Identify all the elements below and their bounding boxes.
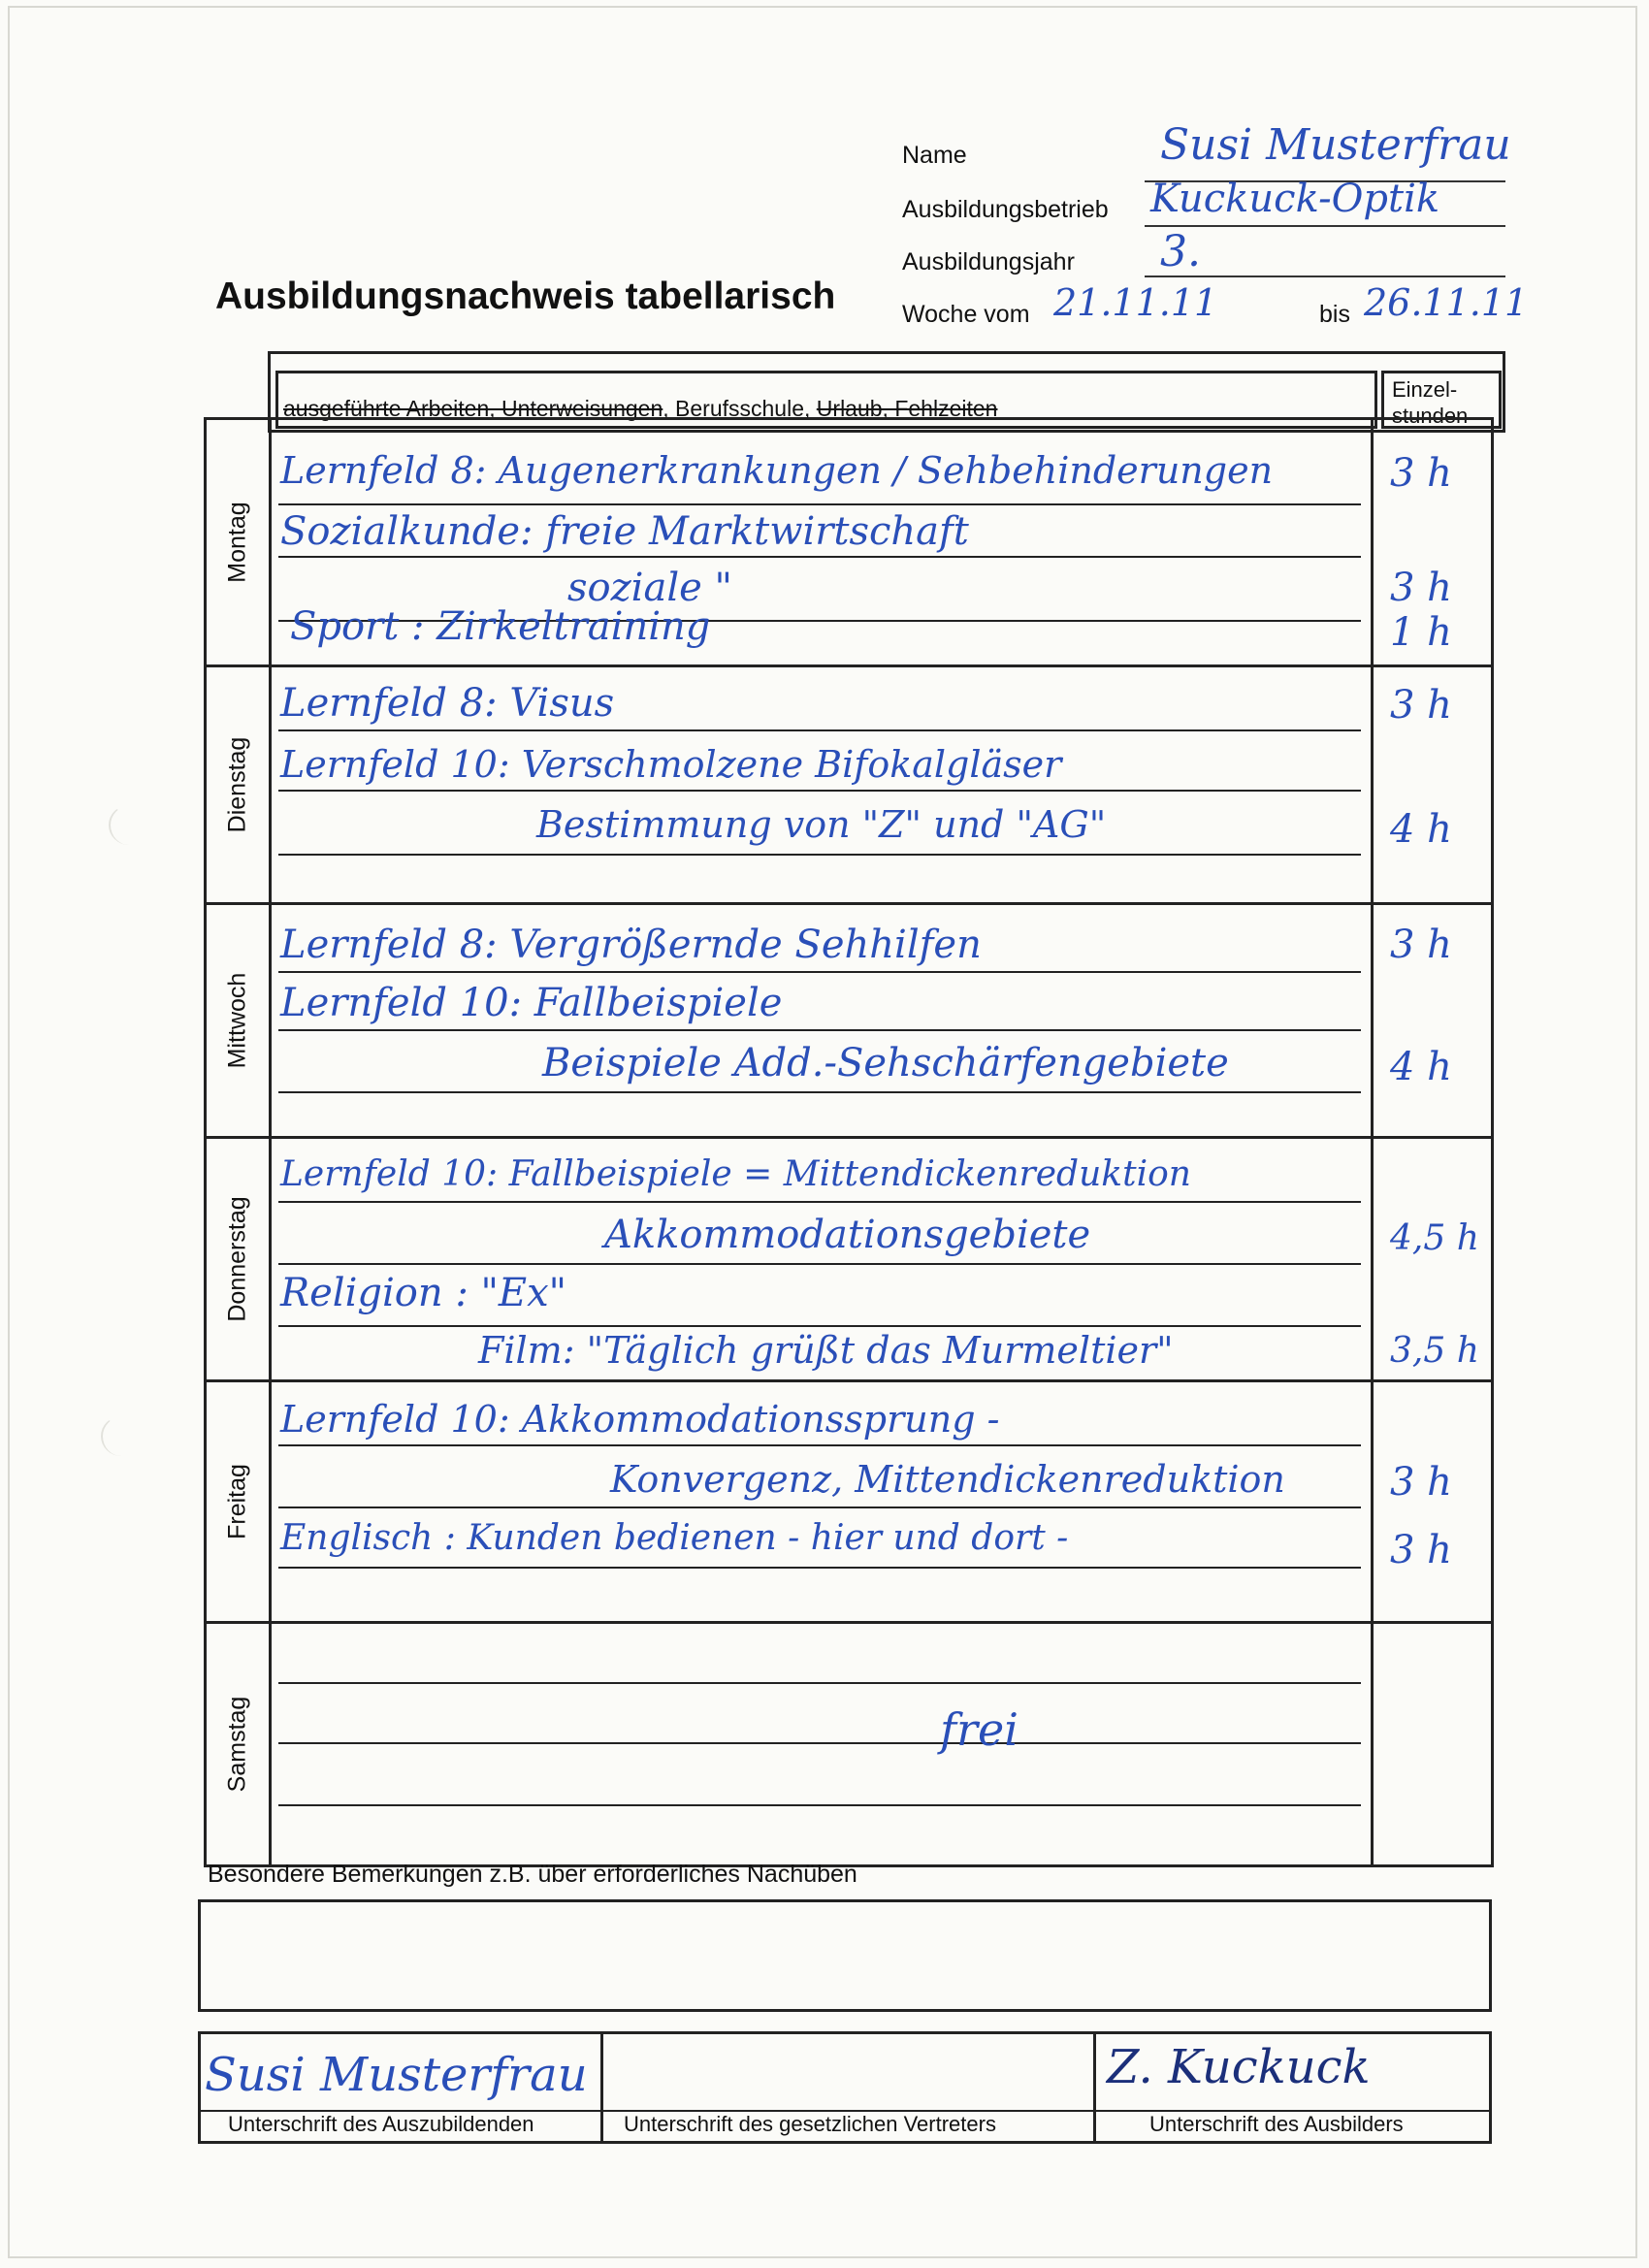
year-label: Ausbildungsjahr — [902, 248, 1075, 275]
day-label-montag: Montag — [223, 502, 251, 583]
day-row-samstag — [204, 1621, 1494, 1867]
hours-divider — [1371, 667, 1374, 902]
day-label-cell — [207, 667, 272, 902]
hours-divider — [1371, 1624, 1374, 1864]
entry-line[interactable]: Film: "Täglich grüßt das Murmeltier" — [478, 1329, 1174, 1372]
week-from-label: Woche vom — [902, 301, 1030, 328]
entry-line[interactable]: Beispiele Add.-Sehschärfengebiete — [542, 1041, 1229, 1085]
day-label-samstag: Samstag — [223, 1696, 251, 1793]
company-label: Ausbildungsbetrieb — [902, 196, 1109, 223]
writing-line — [278, 1091, 1361, 1093]
entry-line[interactable]: Religion : "Ex" — [280, 1271, 567, 1315]
week-to-label: bis — [1319, 301, 1350, 328]
writing-line — [278, 556, 1361, 558]
hours-value[interactable]: 4 h — [1390, 1045, 1452, 1089]
activities-header-absence: Urlaub, Fehlzeiten — [816, 396, 998, 421]
hours-value[interactable]: 3 h — [1390, 566, 1452, 610]
writing-line — [278, 1507, 1361, 1508]
day-label-dienstag: Dienstag — [223, 736, 251, 833]
day-label-cell — [207, 905, 272, 1136]
hours-value[interactable]: 3 h — [1390, 683, 1452, 728]
day-row-dienstag — [204, 664, 1494, 905]
day-label-donnerstag: Donnerstag — [223, 1196, 251, 1322]
writing-line — [278, 1029, 1361, 1031]
hours-value[interactable]: 3 h — [1390, 451, 1452, 496]
signature-table — [198, 2031, 1492, 2144]
day-label-cell — [207, 1382, 272, 1621]
day-label-cell — [207, 1139, 272, 1379]
day-label-cell — [207, 420, 272, 664]
trainee-signature-caption: Unterschrift des Auszubildenden — [228, 2112, 534, 2136]
hours-value[interactable]: 3 h — [1390, 1460, 1452, 1505]
trainer-signature: Z. Kuckuck — [1107, 2040, 1371, 2094]
writing-line — [278, 1567, 1361, 1569]
hours-value[interactable]: 4,5 h — [1390, 1218, 1479, 1258]
entry-line[interactable]: Lernfeld 10: Verschmolzene Bifokalgläser — [280, 743, 1062, 786]
day-row-mittwoch — [204, 902, 1494, 1139]
entry-line[interactable]: Akkommodationsgebiete — [604, 1213, 1091, 1257]
entry-line[interactable]: Lernfeld 10: Fallbeispiele = Mittendickenreduktion — [280, 1154, 1191, 1194]
punch-mark — [101, 1416, 142, 1456]
hours-value[interactable]: 4 h — [1390, 807, 1452, 852]
day-label-mittwoch: Mittwoch — [223, 972, 251, 1069]
writing-line — [278, 971, 1361, 973]
trainer-signature-cell[interactable] — [1093, 2034, 1489, 2141]
entry-line[interactable]: Konvergenz, Mittendickenreduktion — [610, 1458, 1285, 1501]
year-value[interactable]: 3. — [1160, 227, 1201, 276]
day-label-cell — [207, 1624, 272, 1864]
punch-mark — [109, 805, 149, 845]
entry-line[interactable]: Lernfeld 8: Augenerkrankungen / Sehbehinderungen — [280, 449, 1274, 492]
writing-line — [278, 790, 1361, 792]
entry-line[interactable]: frei — [940, 1703, 1018, 1756]
writing-line — [278, 854, 1361, 856]
hours-header-line1: Einzel- — [1392, 377, 1458, 402]
day-row-montag — [204, 417, 1494, 667]
activities-header-struck: ausgeführte Arbeiten, Unterweisungen — [283, 396, 663, 421]
entry-line[interactable]: Lernfeld 10: Fallbeispiele — [280, 981, 783, 1025]
hours-value[interactable]: 3 h — [1390, 1528, 1452, 1572]
day-label-freitag: Freitag — [223, 1464, 251, 1539]
hours-header-line2: stunden — [1392, 404, 1469, 428]
entry-line[interactable]: Englisch : Kunden bedienen - hier und dort - — [280, 1518, 1069, 1558]
writing-line — [278, 1444, 1361, 1446]
week-to-value[interactable]: 26.11.11 — [1364, 281, 1529, 324]
remarks-field[interactable] — [198, 1899, 1492, 2012]
writing-line — [278, 1325, 1361, 1327]
entry-line[interactable]: soziale " — [567, 566, 732, 610]
name-label: Name — [902, 142, 967, 169]
hours-divider — [1371, 1382, 1374, 1621]
hours-divider — [1371, 1139, 1374, 1379]
entry-line[interactable]: Lernfeld 8: Vergrößernde Sehhilfen — [280, 923, 982, 967]
week-from-value[interactable]: 21.11.11 — [1053, 281, 1218, 324]
entry-line[interactable]: Sport : Zirkeltraining — [290, 604, 711, 649]
name-value[interactable]: Susi Musterfrau — [1160, 120, 1511, 170]
hours-divider — [1371, 420, 1374, 664]
writing-line — [278, 503, 1361, 505]
document-title: Ausbildungsnachweis tabellarisch — [215, 275, 836, 317]
remarks-label: Besondere Bemerkungen z.B. über erforderliches Nachüben — [208, 1861, 857, 1888]
activities-header-school: , Berufsschule, — [663, 396, 817, 421]
hours-value[interactable]: 3 h — [1390, 923, 1452, 967]
writing-line — [278, 729, 1361, 731]
company-value[interactable]: Kuckuck-Optik — [1150, 177, 1440, 221]
trainee-signature-cell[interactable] — [201, 2034, 603, 2141]
hours-value[interactable]: 1 h — [1390, 610, 1452, 655]
entry-line[interactable]: Lernfeld 10: Akkommodationssprung - — [280, 1398, 1000, 1441]
entry-line[interactable]: Sozialkunde: freie Marktwirtschaft — [280, 509, 969, 554]
trainee-signature: Susi Musterfrau — [205, 2048, 588, 2102]
trainer-signature-caption: Unterschrift des Ausbilders — [1149, 2112, 1404, 2136]
writing-line — [278, 1682, 1361, 1684]
entry-line[interactable]: Lernfeld 8: Visus — [280, 681, 615, 726]
day-row-freitag — [204, 1379, 1494, 1624]
guardian-signature-caption: Unterschrift des gesetzlichen Vertreters — [624, 2112, 996, 2136]
day-row-donnerstag — [204, 1136, 1494, 1382]
writing-line — [278, 1263, 1361, 1265]
writing-line — [278, 1742, 1361, 1744]
hours-value[interactable]: 3,5 h — [1390, 1331, 1479, 1371]
writing-line — [278, 1201, 1361, 1203]
guardian-signature-cell[interactable] — [600, 2034, 1096, 2141]
hours-divider — [1371, 905, 1374, 1136]
writing-line — [278, 1804, 1361, 1806]
entry-line[interactable]: Bestimmung von "Z" und "AG" — [536, 803, 1107, 846]
